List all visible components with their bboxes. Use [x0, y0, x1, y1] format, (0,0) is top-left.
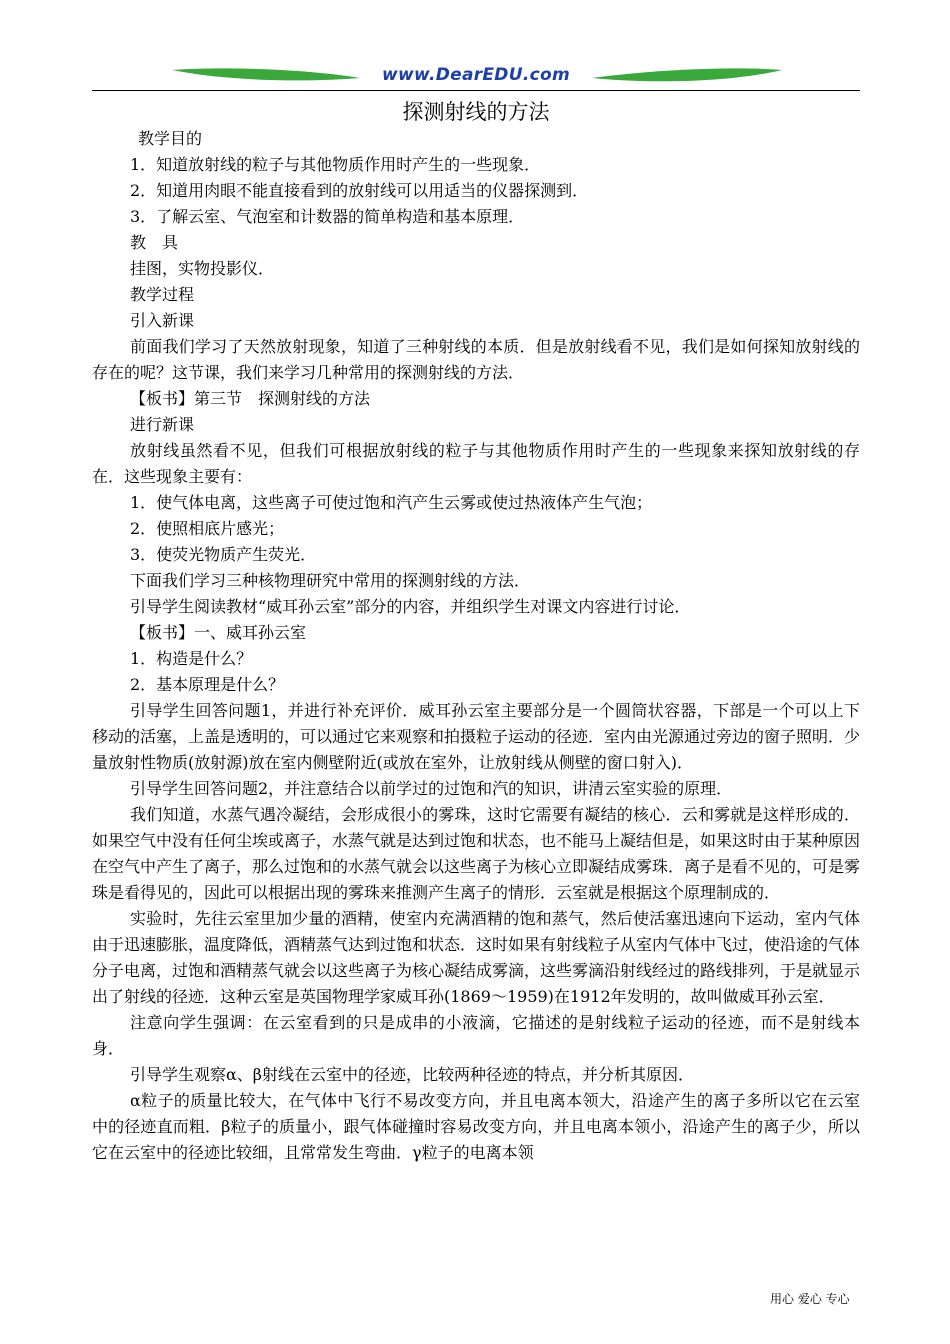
paragraph: 3．使荧光物质产生荧光． [130, 545, 317, 564]
document-body [92, 126, 860, 1166]
paragraph: 我们知道，水蒸气遇冷凝结，会形成很小的雾珠，这时它需要有凝结的核心．云和雾就是这样形成的．如果空气中没有任何尘埃或离子，水蒸气就是达到过饱和状态，也不能马上凝结但是，如果这时由于某种原因在空气中产生了离子，那么过饱和的水蒸气就会以这些离子为核心立即凝结成雾珠．离子是看不见的，可是雾珠是看得见的，因此可以根据出现的雾珠来推测产生离子的情形．云室就是根据这个原理制成的． [92, 805, 861, 902]
paragraph: 放射线虽然看不见，但我们可根据放射线的粒子与其他物质作用时产生的一些现象来探知放射线的存在．这些现象主要有： [92, 441, 860, 486]
paragraph: 1．知道放射线的粒子与其他物质作用时产生的一些现象． [130, 155, 541, 174]
site-header [92, 62, 860, 92]
paragraph: 挂图，实物投影仪． [130, 259, 275, 278]
paragraph: α粒子的质量比较大，在气体中飞行不易改变方向，并且电离本领大，沿途产生的离子多所以它在云室中的径迹直而粗．β粒子的质量小，跟气体碰撞时容易改变方向，并且电离本领小，沿途产生的离子少，所以它在云室中的径迹比较细，且常常发生弯曲．γ粒子的电离本领 [92, 1091, 860, 1162]
paragraph: 2．知道用肉眼不能直接看到的放射线可以用适当的仪器探测到． [130, 181, 589, 200]
paragraph: 实验时，先往云室里加少量的酒精，使室内充满酒精的饱和蒸气，然后使活塞迅速向下运动，室内气体由于迅速膨胀，温度降低，酒精蒸气达到过饱和状态．这时如果有射线粒子从室内气体中飞过，使沿途的气体分子电离，过饱和酒精蒸气就会以这些离子为核心凝结成雾滴，这些雾滴沿射线经过的路线排列，于是就显示出了射线的径迹．这种云室是英国物理学家威耳孙(1869～1959)在1912年发明的，故叫做威耳孙云室． [92, 909, 861, 1006]
page-title: 探测射线的方法 [402, 100, 550, 124]
paragraph: 【板书】一、威耳孙云室 [130, 623, 307, 642]
paragraph: 引导学生阅读教材“威耳孙云室”部分的内容，并组织学生对课文内容进行讨论． [130, 597, 691, 616]
paragraph: 引导学生回答问题2，并注意结合以前学过的过饱和汽的知识，讲清云室实验的原理． [130, 779, 733, 798]
paragraph: 引导学生回答问题1，并进行补充评价．威耳孙云室主要部分是一个圆筒状容器，下部是一个可以上下移动的活塞，上盖是透明的，可以通过它来观察和拍摄粒子运动的径迹．室内由光源通过旁边的窗子照明．少量放射性物质(放射源)放在室内侧壁附近(或放在室外，让放射线从侧壁的窗口射入)． [92, 701, 861, 772]
site-logo-text[interactable]: www.DearEDU.com [382, 65, 570, 85]
paragraph: 教 具 [130, 233, 179, 252]
paragraph: 教学过程 [130, 285, 195, 304]
paragraph: 教学目的 [138, 129, 203, 148]
paragraph: 前面我们学习了天然放射现象，知道了三种射线的本质．但是放射线看不见，我们是如何探知放射线的存在的呢？这节课，我们来学习几种常用的探测射线的方法． [92, 337, 860, 382]
page-footer: 用心 爱心 专心 [770, 1292, 850, 1306]
paragraph: 【板书】第三节 探测射线的方法 [130, 389, 371, 408]
paragraph: 2．基本原理是什么？ [130, 675, 285, 694]
paragraph: 1．使气体电离，这些离子可使过饱和汽产生云雾或使过热液体产生气泡； [130, 493, 653, 512]
paragraph: 下面我们学习三种核物理研究中常用的探测射线的方法． [130, 571, 531, 590]
paragraph: 3．了解云室、气泡室和计数器的简单构造和基本原理． [130, 207, 525, 226]
header-divider [92, 90, 860, 91]
paragraph: 1．构造是什么？ [130, 649, 253, 668]
paragraph: 引导学生观察α、β射线在云室中的径迹，比较两种径迹的特点，并分析其原因． [130, 1065, 695, 1084]
paragraph: 2．使照相底片感光； [130, 519, 285, 538]
paragraph: 注意向学生强调：在云室看到的只是成串的小液滴，它描述的是射线粒子运动的径迹，而不是射线本身． [92, 1013, 860, 1058]
paragraph: 引入新课 [130, 311, 195, 330]
paragraph: 进行新课 [130, 415, 195, 434]
